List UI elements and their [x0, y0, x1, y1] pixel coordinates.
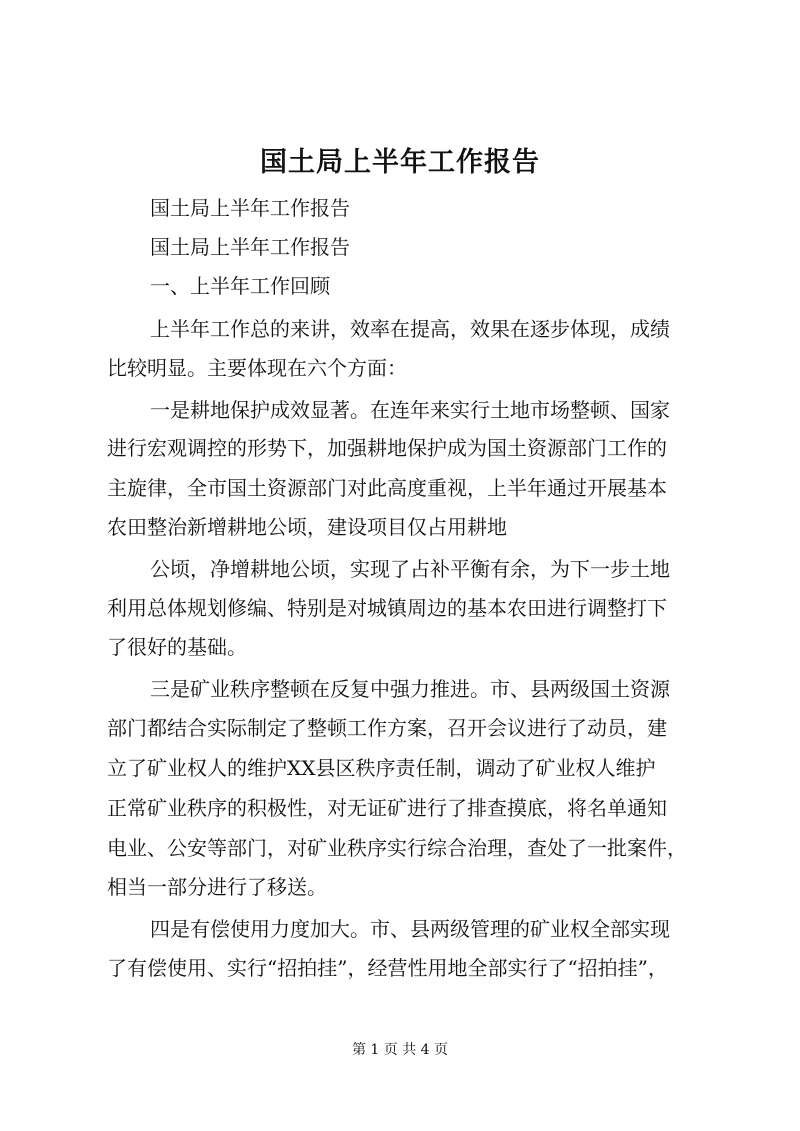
text-line: 主旋律，全市国土资源部门对此高度重视，上半年通过开展基本 — [107, 476, 667, 500]
text-line: 立了矿业权人的维护XX县区秩序责任制，调动了矿业权人维护 — [107, 756, 656, 780]
section-heading: 一、上半年工作回顾 — [150, 274, 330, 298]
text-line: 利用总体规划修编、特别是对城镇周边的基本农田进行调整打下 — [107, 596, 667, 620]
text-line: 国土局上半年工作报告 — [150, 235, 350, 259]
text-line: 国土局上半年工作报告 — [150, 196, 350, 220]
document-title: 国土局上半年工作报告 — [260, 147, 540, 178]
text-line: 上半年工作总的来讲，效率在提高，效果在逐步体现，成绩 — [150, 317, 670, 341]
text-line: 三是矿业秩序整顿在反复中强力推进。市、县两级国土资源 — [150, 677, 670, 701]
text-line: 进行宏观调控的形势下，加强耕地保护成为国土资源部门工作的 — [107, 436, 667, 460]
text-line: 农田整治新增耕地公顷，建设项目仅占用耕地 — [107, 515, 507, 539]
text-line: 了有偿使用、实行“招拍挂”，经营性用地全部实行了“招拍挂”， — [107, 956, 668, 980]
text-line: 正常矿业秩序的积极性，对无证矿进行了排查摸底，将名单通知 — [107, 796, 667, 820]
text-line: 一是耕地保护成效显著。在连年来实行土地市场整顿、国家 — [150, 398, 670, 422]
page-number-footer: 第 1 页 共 4 页 — [351, 1042, 449, 1058]
text-line: 部门都结合实际制定了整顿工作方案，召开会议进行了动员，建 — [107, 716, 667, 740]
text-line: 电业、公安等部门，对矿业秩序实行综合治理，查处了一批案件， — [107, 836, 687, 860]
text-line: 公顷，净增耕地公顷，实现了占补平衡有余，为下一步土地 — [150, 557, 670, 581]
text-line: 比较明显。主要体现在六个方面： — [107, 356, 407, 380]
text-line: 了很好的基础。 — [107, 635, 247, 659]
text-line: 相当一部分进行了移送。 — [107, 875, 327, 899]
text-line: 四是有偿使用力度加大。市、县两级管理的矿业权全部实现 — [150, 917, 670, 941]
